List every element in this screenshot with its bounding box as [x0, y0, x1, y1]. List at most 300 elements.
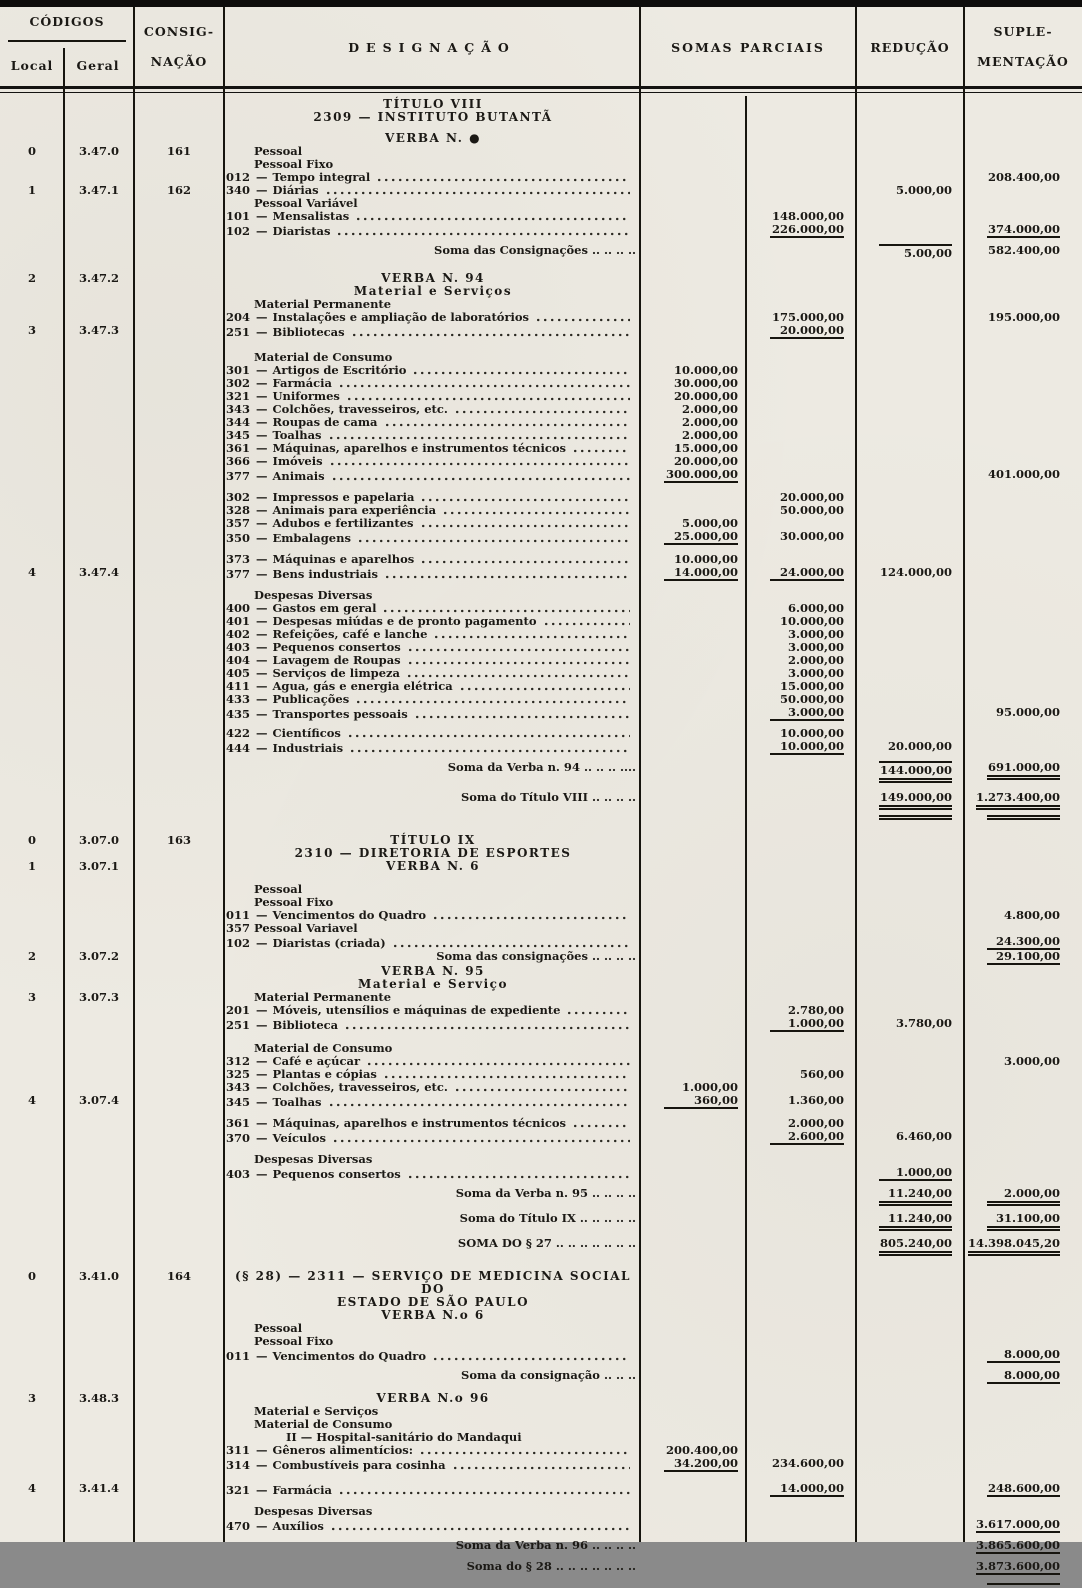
cell-suplementacao: [964, 1153, 1082, 1166]
item-code: 366: [226, 454, 251, 468]
cell-reducao: [856, 847, 964, 860]
cell-somas-parciais-1: [640, 1270, 746, 1296]
table-row: [0, 1187, 1082, 1206]
amount: 4.800,00: [1003, 908, 1060, 922]
cell-geral: [64, 1518, 134, 1533]
item-dash: —: [256, 1167, 268, 1181]
cell-geral: [64, 654, 134, 667]
cell-reducao: [856, 1405, 964, 1418]
cell-reducao: [856, 1187, 964, 1206]
cell-suplementacao: [964, 1166, 1082, 1181]
cell-reducao: [856, 311, 964, 324]
cell-reducao: [856, 1166, 964, 1181]
cell-somas-parciais-1: [640, 483, 746, 491]
table-row: [0, 965, 1082, 978]
cell-local: 3: [27, 1391, 36, 1405]
dotted-leader: [333, 477, 630, 481]
table-body: [0, 98, 1082, 1585]
cell-suplementacao: [964, 641, 1082, 654]
cell-reducao: [856, 1109, 964, 1117]
item-dash: —: [256, 692, 268, 706]
cell-suplementacao: [964, 1004, 1082, 1017]
cell-somas-parciais-1: [640, 965, 746, 978]
cell-somas-parciais-2: [746, 1296, 856, 1309]
cell-geral: [64, 628, 134, 641]
cell-reducao: [856, 1055, 964, 1068]
table-row: [0, 210, 1082, 223]
item-label: Diárias: [272, 183, 319, 197]
item-dash: —: [256, 325, 268, 339]
cell-reducao: [856, 1539, 964, 1554]
soma-label: Soma da consignação .. .. ..: [461, 1368, 636, 1382]
table-row: [0, 1068, 1082, 1081]
cell-somas-parciais-1: [640, 909, 746, 922]
cell-designacao: [224, 530, 640, 545]
cell-somas-parciais-2: [746, 1187, 856, 1206]
item-dash: —: [256, 741, 268, 755]
cell-suplementacao: [964, 1055, 1082, 1068]
cell-consig: [134, 416, 224, 429]
cell-suplementacao: [964, 244, 1082, 260]
table-row: [0, 566, 1082, 581]
cell-local: [0, 210, 64, 223]
cell-geral: [64, 1431, 134, 1444]
section-label: Material de Consumo: [254, 1417, 393, 1431]
cell-somas-parciais-1: [640, 834, 746, 847]
cell-consig: [134, 581, 224, 589]
cell-somas-parciais-2: [746, 1256, 856, 1270]
cell-reducao: [856, 654, 964, 667]
cell-geral: [64, 364, 134, 377]
item-code: 101: [226, 209, 251, 223]
cell-local: [0, 1055, 64, 1068]
soma-label: Soma da Verba n. 95 .. .. .. ..: [455, 1186, 636, 1200]
item-code: 435: [226, 707, 251, 721]
amount: 2.000,00: [681, 428, 738, 442]
item-label: Publicações: [272, 692, 350, 706]
cell-somas-parciais-1: [640, 1505, 746, 1518]
cell-geral: [64, 922, 134, 935]
cell-consig: [134, 1166, 224, 1181]
cell-geral: [64, 1237, 134, 1256]
cell-designacao: [224, 244, 640, 260]
table-row: [0, 680, 1082, 693]
amount: 3.000,00: [787, 640, 844, 654]
cell-local: [0, 791, 64, 810]
cell-consig: [134, 553, 224, 566]
cell-local: [0, 1369, 64, 1384]
cell-consig: [134, 1256, 224, 1270]
cell-suplementacao: [964, 761, 1082, 783]
item-dash: —: [256, 679, 268, 693]
cell-local: [0, 1444, 64, 1457]
cell-consig: [134, 965, 224, 978]
cell-suplementacao: [964, 1539, 1082, 1554]
section-label: Pessoal: [254, 144, 303, 158]
cell-reducao: [856, 545, 964, 553]
item-dash: —: [256, 516, 268, 530]
cell-reducao: [856, 1431, 964, 1444]
cell-designacao: [224, 1187, 640, 1206]
cell-suplementacao: [964, 1130, 1082, 1145]
amount: 6.000,00: [787, 601, 844, 615]
amount: 360,00: [664, 1094, 738, 1109]
section-label: TÍTULO IX: [390, 833, 476, 847]
cell-consig: [134, 935, 224, 950]
cell-geral: [64, 783, 134, 791]
amount: 374.000,00: [987, 222, 1060, 236]
cell-somas-parciais-1: [640, 124, 746, 132]
cell-geral: [64, 1109, 134, 1117]
item-label: Colchões, travesseiros, etc.: [272, 1080, 448, 1094]
cell-somas-parciais-2: [746, 1094, 856, 1109]
cell-somas-parciais-1: [640, 667, 746, 680]
cell-consig: [134, 1153, 224, 1166]
cell-suplementacao: [964, 1482, 1082, 1497]
amount: 2.780,00: [787, 1003, 844, 1017]
amount: 10.000,00: [673, 363, 738, 377]
cell-designacao: [224, 1004, 640, 1017]
cell-somas-parciais-1: [640, 1004, 746, 1017]
cell-reducao: [856, 210, 964, 223]
cell-local: [0, 1068, 64, 1081]
header-separator-thin: [0, 92, 1082, 93]
dotted-leader: [334, 1139, 630, 1143]
dotted-leader: [386, 575, 630, 579]
cell-suplementacao: [964, 1384, 1082, 1392]
cell-suplementacao: [964, 834, 1082, 847]
table-row: [0, 761, 1082, 783]
cell-suplementacao: [964, 1256, 1082, 1270]
amount: 300.000,00: [664, 468, 738, 483]
item-code: 403: [226, 1167, 251, 1181]
cell-local: [0, 589, 64, 602]
cell-somas-parciais-1: [640, 339, 746, 351]
cell-somas-parciais-1: [640, 530, 746, 545]
cell-somas-parciais-1: [640, 111, 746, 124]
cell-consig: [134, 693, 224, 706]
item-code: 301: [226, 363, 251, 377]
cell-designacao: [224, 1369, 640, 1384]
table-row: [0, 706, 1082, 721]
cell-consig: [134, 1042, 224, 1055]
cell-geral: [64, 615, 134, 628]
cell-designacao: [224, 324, 640, 339]
cell-somas-parciais-1: [640, 1405, 746, 1418]
cell-suplementacao: [964, 1497, 1082, 1505]
cell-suplementacao: [964, 145, 1082, 158]
cell-reducao: [856, 1081, 964, 1094]
soma-label: Soma da Verba n. 94 .. .. .. ....: [447, 760, 636, 774]
dotted-leader: [434, 916, 630, 920]
cell-somas-parciais-2: [746, 1457, 856, 1472]
dotted-leader: [394, 944, 630, 948]
cell-local: [0, 403, 64, 416]
cell-somas-parciais-2: [746, 1560, 856, 1575]
cell-somas-parciais-2: [746, 184, 856, 197]
cell-geral: [64, 1055, 134, 1068]
cell-designacao: [224, 791, 640, 810]
dotted-leader: [408, 674, 630, 678]
cell-consig: [134, 615, 224, 628]
item-label: Instalações e ampliação de laboratórios: [272, 310, 530, 324]
amount: 24.300,00: [987, 935, 1060, 950]
table-row: [0, 530, 1082, 545]
cell-consig: [134, 1055, 224, 1068]
cell-consig: [134, 429, 224, 442]
cell-somas-parciais-2: [746, 978, 856, 991]
cell-suplementacao: [964, 1444, 1082, 1457]
cell-consig: [134, 909, 224, 922]
cell-reducao: [856, 491, 964, 504]
cell-suplementacao: [964, 1109, 1082, 1117]
table-row: [0, 390, 1082, 403]
cell-designacao: [224, 210, 640, 223]
amount: 2.000,00: [987, 1187, 1060, 1206]
cell-reducao: [856, 364, 964, 377]
header-codigos: CÓDIGOS: [29, 14, 105, 29]
item-label: Imóveis: [272, 454, 323, 468]
cell-somas-parciais-2: [746, 339, 856, 351]
cell-local: [0, 615, 64, 628]
cell-suplementacao: [964, 111, 1082, 124]
cell-designacao: [224, 517, 640, 530]
cell-geral: [64, 1444, 134, 1457]
amount: 25.000,00: [664, 530, 738, 545]
table-row: [0, 1335, 1082, 1348]
cell-suplementacao: [964, 991, 1082, 1004]
table-row: [0, 111, 1082, 124]
cell-consig: [134, 311, 224, 324]
cell-somas-parciais-1: [640, 272, 746, 285]
cell-somas-parciais-2: [746, 791, 856, 810]
amount: 560,00: [799, 1067, 844, 1081]
table-row: [0, 883, 1082, 896]
item-label: Pequenos consertos: [272, 640, 401, 654]
cell-somas-parciais-1: [640, 1348, 746, 1363]
cell-consig: [134, 978, 224, 991]
cell-suplementacao: [964, 285, 1082, 298]
cell-designacao: [224, 311, 640, 324]
item-dash: —: [256, 707, 268, 721]
table-row: [0, 1444, 1082, 1457]
cell-suplementacao: [964, 553, 1082, 566]
cell-somas-parciais-1: [640, 98, 746, 111]
item-label: Farmácia: [272, 1483, 332, 1497]
cell-local: [0, 98, 64, 111]
item-code: 361: [226, 441, 251, 455]
cell-consig: [134, 791, 224, 810]
cell-geral: [64, 491, 134, 504]
cell-somas-parciais-1: [640, 1560, 746, 1575]
item-label: Combustíveis para cosinha: [272, 1458, 446, 1472]
table-row: [0, 545, 1082, 553]
cell-geral: 3.07.3: [78, 990, 119, 1004]
cell-local: 1: [27, 183, 36, 197]
cell-local: [0, 922, 64, 935]
cell-suplementacao: [964, 1032, 1082, 1042]
item-code: 340: [226, 183, 251, 197]
cell-somas-parciais-1: [640, 324, 746, 339]
cell-geral: [64, 896, 134, 909]
amount: 8.000,00: [987, 1348, 1060, 1363]
cell-designacao: [224, 1457, 640, 1472]
cell-somas-parciais-2: [746, 1348, 856, 1363]
amount: 10.000,00: [779, 614, 844, 628]
cell-somas-parciais-1: [640, 1497, 746, 1505]
amount: 175.000,00: [771, 310, 844, 324]
amount: 30.000,00: [779, 529, 844, 543]
item-label: Biblioteca: [272, 1018, 339, 1032]
cell-consig: [134, 1187, 224, 1206]
item-dash: —: [256, 1054, 268, 1068]
item-dash: —: [256, 614, 268, 628]
cell-local: 4: [27, 1481, 36, 1495]
cell-suplementacao: [964, 1296, 1082, 1309]
cell-suplementacao: [964, 98, 1082, 111]
dotted-leader: [409, 648, 630, 652]
cell-somas-parciais-2: [746, 834, 856, 847]
cell-reducao: [856, 1348, 964, 1363]
cell-somas-parciais-2: [746, 403, 856, 416]
cell-local: [0, 1166, 64, 1181]
cell-reducao: [856, 896, 964, 909]
item-dash: —: [256, 567, 268, 581]
table-row: [0, 667, 1082, 680]
cell-suplementacao: [964, 1068, 1082, 1081]
cell-reducao: [856, 351, 964, 364]
cell-local: [0, 530, 64, 545]
cell-suplementacao: [964, 950, 1082, 965]
cell-local: 3: [27, 323, 36, 337]
item-label: Refeições, café e lanche: [272, 627, 428, 641]
cell-suplementacao: [964, 589, 1082, 602]
cell-somas-parciais-1: [640, 991, 746, 1004]
cell-consig: [134, 1431, 224, 1444]
amount: 5.000,00: [681, 516, 738, 530]
cell-local: [0, 1145, 64, 1153]
item-code: 325: [226, 1067, 251, 1081]
cell-local: [0, 197, 64, 210]
table-row: [0, 285, 1082, 298]
cell-geral: [64, 909, 134, 922]
cell-somas-parciais-2: [746, 1130, 856, 1145]
dotted-leader: [338, 232, 630, 236]
item-code: 312: [226, 1054, 251, 1068]
cell-local: [0, 244, 64, 260]
section-label: VERBA N. 95: [381, 964, 485, 978]
cell-geral: 3.07.1: [78, 859, 119, 873]
cell-consig: [134, 589, 224, 602]
table-row: [0, 1296, 1082, 1309]
table-row: [0, 223, 1082, 238]
cell-reducao: [856, 1145, 964, 1153]
cell-geral: [64, 517, 134, 530]
item-code: 345: [226, 428, 251, 442]
item-code: 405: [226, 666, 251, 680]
section-label: Material de Consumo: [254, 1041, 393, 1055]
amount: 2.000,00: [787, 653, 844, 667]
item-code: 357: [226, 516, 251, 530]
item-dash: —: [256, 908, 268, 922]
cell-suplementacao: [964, 339, 1082, 351]
section-label: (§ 28) — 2311 — SERVIÇO DE MEDICINA SOCIAL DO: [235, 1269, 631, 1296]
cell-local: [0, 339, 64, 351]
table-row: [0, 1505, 1082, 1518]
cell-consig: [134, 1457, 224, 1472]
dotted-leader: [545, 622, 630, 626]
cell-suplementacao: [964, 883, 1082, 896]
item-code: 350: [226, 531, 251, 545]
cell-consig: [134, 1081, 224, 1094]
amount: 1.000,00: [681, 1080, 738, 1094]
amount: 226.000,00: [770, 223, 844, 238]
cell-geral: [64, 1322, 134, 1335]
cell-local: [0, 761, 64, 783]
cell-somas-parciais-1: [640, 680, 746, 693]
table-row: [0, 810, 1082, 818]
table-row: [0, 1055, 1082, 1068]
dotted-leader: [351, 749, 630, 753]
cell-consig: [134, 706, 224, 721]
cell-local: [0, 545, 64, 553]
amount: 24.000,00: [770, 566, 844, 581]
cell-reducao: [856, 390, 964, 403]
cell-suplementacao: [964, 171, 1082, 184]
cell-reducao: [856, 1017, 964, 1032]
cell-geral: [64, 818, 134, 834]
cell-somas-parciais-1: [640, 223, 746, 238]
table-row: [0, 158, 1082, 171]
cell-consig: [134, 364, 224, 377]
cell-consig: [134, 483, 224, 491]
cell-somas-parciais-2: [746, 818, 856, 834]
dotted-leader: [327, 191, 630, 195]
cell-reducao: [856, 530, 964, 545]
cell-somas-parciais-2: [746, 468, 856, 483]
cell-suplementacao: [964, 581, 1082, 589]
cell-geral: [64, 706, 134, 721]
cell-consig: [134, 390, 224, 403]
cell-somas-parciais-2: [746, 1405, 856, 1418]
item-code: 011: [226, 908, 251, 922]
table-row: [0, 873, 1082, 883]
cell-somas-parciais-1: [640, 978, 746, 991]
table-row: [0, 1081, 1082, 1094]
cell-reducao: [856, 1212, 964, 1231]
cell-local: [0, 641, 64, 654]
cell-geral: [64, 1296, 134, 1309]
cell-local: [0, 1042, 64, 1055]
table-row: [0, 1472, 1082, 1482]
cell-local: 1: [27, 859, 36, 873]
table-row: [0, 978, 1082, 991]
cell-designacao: [224, 860, 640, 873]
cell-somas-parciais-1: [640, 260, 746, 272]
cell-reducao: [856, 965, 964, 978]
amount: 1.000,00: [770, 1017, 844, 1032]
cell-consig: [134, 1348, 224, 1363]
cell-reducao: [856, 483, 964, 491]
cell-local: [0, 654, 64, 667]
cell-geral: [64, 1117, 134, 1130]
cell-somas-parciais-1: [640, 641, 746, 654]
cell-somas-parciais-1: [640, 693, 746, 706]
cell-consig: [134, 468, 224, 483]
table-row: [0, 377, 1082, 390]
cell-suplementacao: [964, 429, 1082, 442]
table-row: [0, 272, 1082, 285]
